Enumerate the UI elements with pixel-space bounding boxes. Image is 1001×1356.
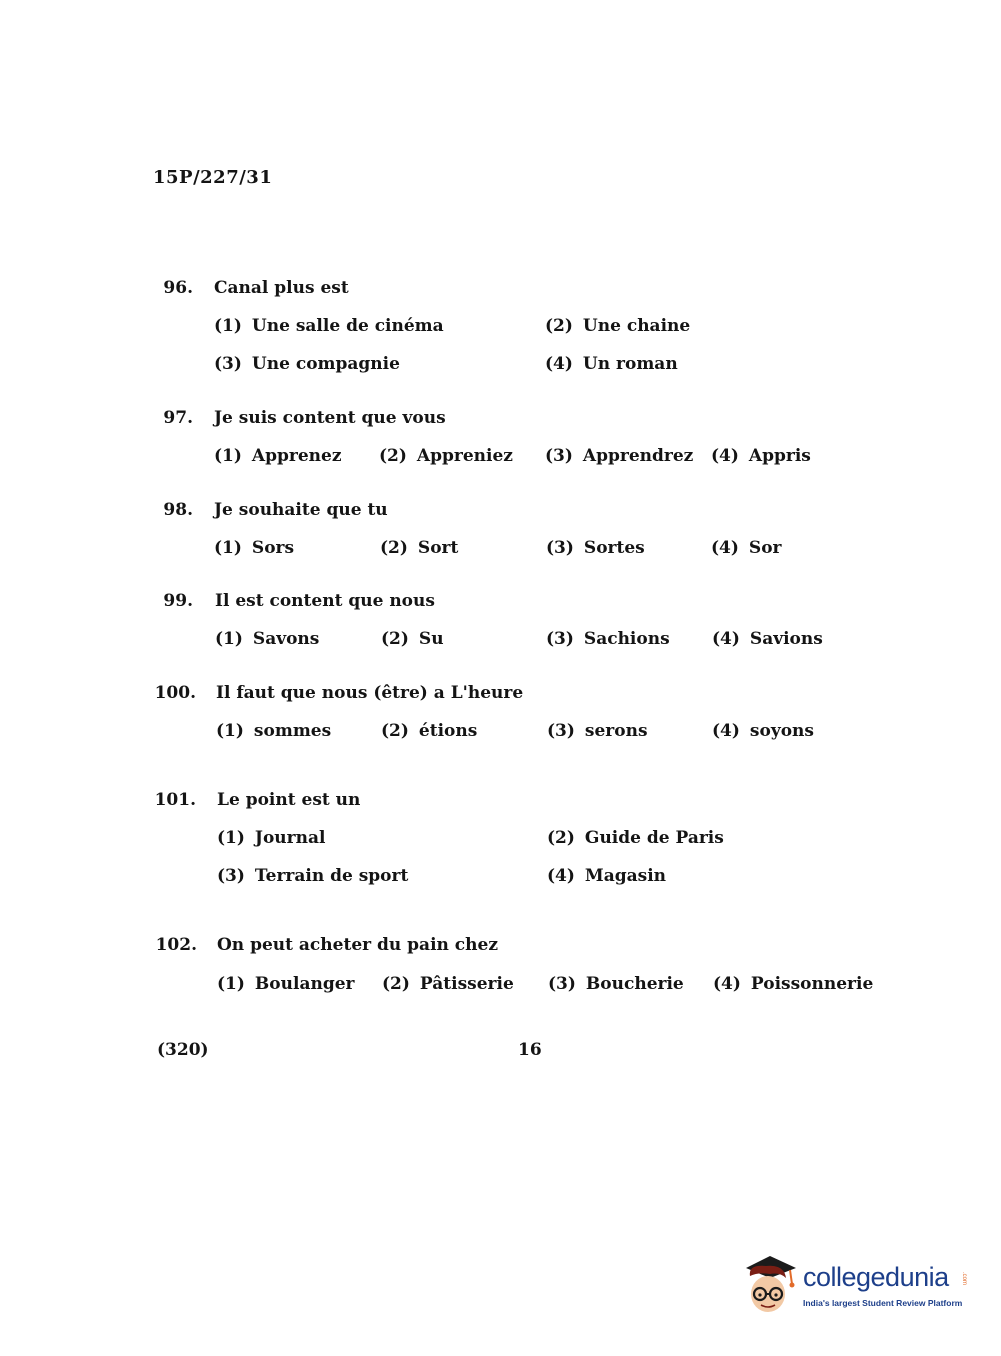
booklet-code: (320) bbox=[157, 1040, 209, 1060]
option-1: (1) Boulanger bbox=[217, 974, 355, 994]
option-4: (4) Poissonnerie bbox=[713, 974, 874, 994]
option-1: (1) Savons bbox=[215, 629, 320, 649]
question-text: On peut acheter du pain chez bbox=[217, 935, 498, 955]
question-number: 100. bbox=[154, 683, 196, 703]
logo-tagline: India's largest Student Review Platform bbox=[803, 1298, 963, 1308]
mascot-icon bbox=[740, 1250, 800, 1320]
logo-wordmark: collegedunia bbox=[803, 1262, 949, 1292]
question-number: 101. bbox=[154, 790, 196, 810]
option-3: (3) serons bbox=[547, 721, 648, 741]
question-text: Je suis content que vous bbox=[214, 408, 446, 428]
question-text: Il est content que nous bbox=[215, 591, 435, 611]
question-text: Je souhaite que tu bbox=[214, 500, 388, 520]
option-4: (4) Sor bbox=[711, 538, 782, 558]
option-1: (1) Journal bbox=[217, 828, 326, 848]
option-2: (2) Sort bbox=[380, 538, 459, 558]
option-2: (2) Guide de Paris bbox=[547, 828, 724, 848]
option-4: (4) Magasin bbox=[547, 866, 667, 886]
option-1: (1) sommes bbox=[216, 721, 332, 741]
question-number: 96. bbox=[163, 278, 193, 298]
option-2: (2) Appreniez bbox=[379, 446, 513, 466]
option-2: (2) Une chaine bbox=[545, 316, 691, 336]
option-2: (2) Pâtisserie bbox=[382, 974, 514, 994]
option-3: (3) Apprendrez bbox=[545, 446, 694, 466]
option-2: (2) Su bbox=[381, 629, 444, 649]
option-4: (4) Appris bbox=[711, 446, 811, 466]
page-number: 16 bbox=[518, 1040, 542, 1060]
question-text: Le point est un bbox=[217, 790, 361, 810]
option-4: (4) soyons bbox=[712, 721, 814, 741]
option-4: (4) Savions bbox=[712, 629, 823, 649]
question-number: 99. bbox=[163, 591, 193, 611]
option-1: (1) Sors bbox=[214, 538, 295, 558]
collegedunia-logo bbox=[740, 1250, 972, 1320]
question-text: Il faut que nous (être) a L'heure bbox=[216, 683, 524, 703]
option-3: (3) Sortes bbox=[546, 538, 645, 558]
option-1: (1) Apprenez bbox=[214, 446, 342, 466]
question-text: Canal plus est bbox=[214, 278, 349, 298]
option-3: (3) Une compagnie bbox=[214, 354, 400, 374]
option-1: (1) Une salle de cinéma bbox=[214, 316, 444, 336]
question-number: 97. bbox=[163, 408, 193, 428]
paper-code: 15P/227/31 bbox=[153, 167, 273, 188]
option-2: (2) étions bbox=[381, 721, 478, 741]
question-number: 98. bbox=[163, 500, 193, 520]
logo-tld: .com bbox=[961, 1272, 967, 1286]
option-3: (3) Sachions bbox=[546, 629, 670, 649]
question-number: 102. bbox=[155, 935, 197, 955]
option-3: (3) Terrain de sport bbox=[217, 866, 409, 886]
option-3: (3) Boucherie bbox=[548, 974, 684, 994]
option-4: (4) Un roman bbox=[545, 354, 678, 374]
